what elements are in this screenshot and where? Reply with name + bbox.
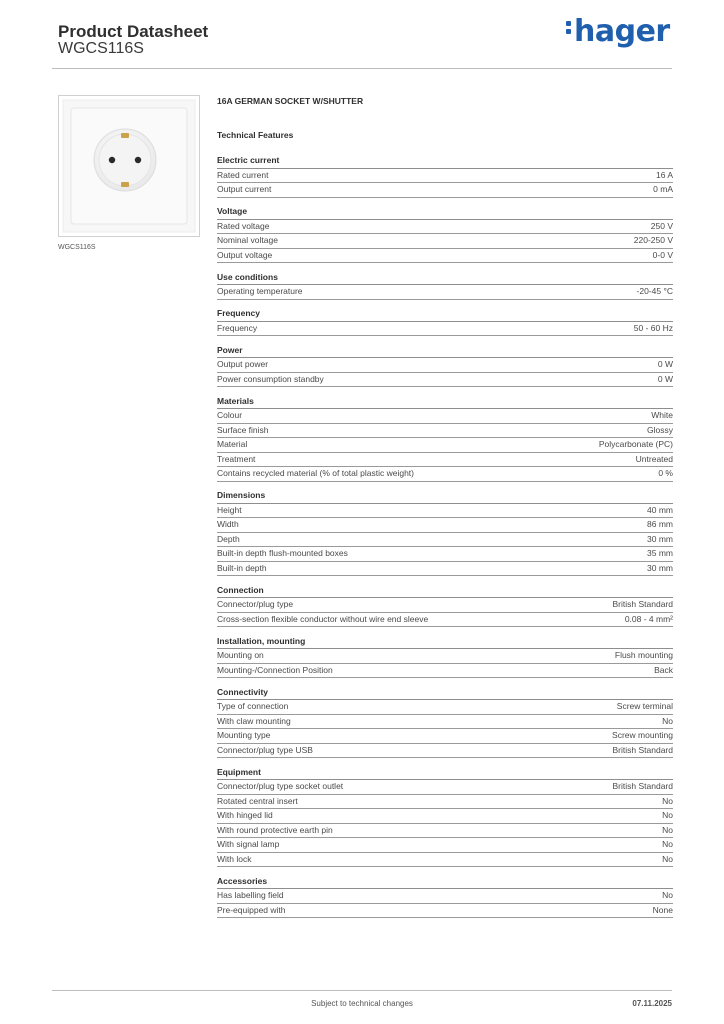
- spec-value: 30 mm: [647, 562, 673, 573]
- footer-note: Subject to technical changes: [311, 999, 413, 1008]
- spec-value: 0.08 - 4 mm²: [624, 613, 673, 624]
- spec-row: [217, 467, 673, 482]
- spec-row: [217, 547, 673, 562]
- spec-value: 35 mm: [647, 548, 673, 558]
- spec-row: [217, 729, 673, 744]
- spec-label: Power consumption standby: [217, 373, 324, 384]
- spec-value: British Standard: [612, 781, 673, 791]
- footer-divider: [52, 990, 672, 991]
- spec-value: British Standard: [612, 744, 673, 755]
- spec-value: No: [662, 839, 673, 849]
- spec-label: Connector/plug type socket outlet: [217, 781, 344, 791]
- logo-wordmark: hager: [574, 14, 670, 49]
- spec-value: 0 W: [657, 373, 673, 384]
- spec-label: Rated current: [217, 169, 269, 180]
- hager-logo: [566, 14, 670, 49]
- spec-value: -20-45 °C: [636, 286, 673, 296]
- spec-value: Screw mounting: [612, 730, 673, 740]
- spec-label: Pre-equipped with: [217, 904, 286, 915]
- spec-row: [217, 438, 673, 453]
- product-name: 16A GERMAN SOCKET W/SHUTTER: [217, 96, 364, 106]
- spec-label: Output power: [217, 359, 269, 369]
- spec-row: [217, 322, 673, 337]
- spec-label: Colour: [217, 410, 243, 420]
- section-title: Power: [217, 344, 243, 355]
- spec-row: [217, 744, 673, 759]
- spec-row: [217, 795, 673, 810]
- spec-label: Surface finish: [217, 424, 269, 435]
- section-title: Connection: [217, 584, 264, 595]
- spec-value: Untreated: [635, 453, 673, 464]
- spec-value: 16 A: [655, 169, 673, 180]
- section-title: Dimensions: [217, 490, 266, 500]
- document-title: Product Datasheet: [58, 22, 209, 41]
- product-photo: [58, 95, 200, 237]
- section-title: Frequency: [217, 308, 260, 318]
- section-title: Connectivity: [217, 686, 269, 697]
- spec-row: [217, 889, 673, 904]
- spec-row: [217, 562, 673, 577]
- spec-label: With lock: [217, 853, 252, 864]
- spec-label: Depth: [217, 533, 240, 544]
- footer-date: 07.11.2025: [632, 999, 672, 1008]
- spec-label: Height: [217, 504, 242, 515]
- spec-label: Connector/plug type USB: [217, 744, 313, 755]
- spec-label: Contains recycled material (% of total plastic weight): [217, 468, 414, 478]
- spec-row: [217, 809, 673, 824]
- spec-row: [217, 183, 673, 198]
- section-title: Use conditions: [217, 271, 278, 282]
- spec-row: [217, 518, 673, 533]
- spec-value: 40 mm: [647, 504, 673, 515]
- spec-sections: [217, 156, 673, 918]
- spec-row: [217, 533, 673, 548]
- photo-caption: WGCS116S: [58, 244, 96, 251]
- spec-row: [217, 824, 673, 839]
- spec-row: [217, 249, 673, 264]
- spec-label: Connector/plug type: [217, 599, 294, 609]
- spec-label: With round protective earth pin: [217, 824, 333, 835]
- spec-row: [217, 715, 673, 730]
- spec-row: [217, 358, 673, 373]
- spec-row: [217, 424, 673, 439]
- spec-row: [217, 169, 673, 184]
- spec-value: 250 V: [650, 220, 673, 231]
- spec-label: Rated voltage: [217, 220, 270, 231]
- spec-row: [217, 453, 673, 468]
- spec-row: [217, 220, 673, 235]
- spec-row: [217, 285, 673, 300]
- spec-row: [217, 504, 673, 519]
- spec-row: [217, 838, 673, 853]
- spec-value: Glossy: [647, 424, 673, 435]
- section-title: Materials: [217, 395, 254, 406]
- spec-value: Polycarbonate (PC): [598, 439, 673, 449]
- section-title: Electric current: [217, 155, 280, 165]
- spec-value: 50 - 60 Hz: [633, 322, 673, 333]
- spec-value: 0 %: [658, 468, 673, 478]
- technical-features-heading: Technical Features: [217, 130, 294, 140]
- spec-label: With signal lamp: [217, 839, 280, 849]
- spec-value: No: [662, 853, 673, 864]
- spec-value: British Standard: [612, 599, 673, 609]
- header-divider: [52, 68, 672, 69]
- section-title: Accessories: [217, 875, 268, 886]
- spec-label: Frequency: [217, 322, 258, 333]
- spec-label: Built-in depth flush-mounted boxes: [217, 548, 348, 558]
- socket-image: [59, 96, 199, 236]
- spec-label: Nominal voltage: [217, 235, 278, 245]
- spec-label: Material: [217, 439, 248, 449]
- spec-label: Has labelling field: [217, 890, 284, 900]
- spec-value: White: [651, 410, 673, 420]
- spec-value: 30 mm: [647, 533, 673, 544]
- spec-value: 86 mm: [647, 519, 673, 529]
- spec-label: Rotated central insert: [217, 795, 298, 806]
- spec-label: Width: [217, 519, 239, 529]
- spec-value: 0 mA: [653, 184, 673, 194]
- section-title: Installation, mounting: [217, 635, 306, 646]
- spec-row: [217, 853, 673, 868]
- spec-label: Output voltage: [217, 249, 273, 260]
- spec-row: [217, 700, 673, 715]
- logo-mark-icon: [566, 18, 572, 37]
- spec-row: [217, 598, 673, 613]
- spec-value: None: [652, 904, 673, 915]
- spec-value: No: [662, 715, 673, 726]
- spec-value: No: [662, 810, 673, 820]
- spec-value: Back: [654, 664, 673, 675]
- spec-label: Mounting on: [217, 650, 264, 660]
- spec-label: Type of connection: [217, 701, 289, 711]
- spec-label: Built-in depth: [217, 562, 267, 573]
- spec-row: [217, 780, 673, 795]
- spec-label: Treatment: [217, 453, 256, 464]
- spec-value: 220-250 V: [633, 235, 673, 245]
- spec-value: 0 W: [657, 359, 673, 369]
- spec-label: Operating temperature: [217, 286, 303, 296]
- spec-value: No: [662, 890, 673, 900]
- spec-label: Output current: [217, 184, 272, 194]
- spec-row: [217, 409, 673, 424]
- spec-value: Screw terminal: [616, 701, 673, 711]
- spec-value: No: [662, 824, 673, 835]
- section-title: Equipment: [217, 766, 261, 777]
- section-title: Voltage: [217, 206, 248, 216]
- spec-label: Mounting type: [217, 730, 271, 740]
- spec-row: [217, 649, 673, 664]
- spec-label: With hinged lid: [217, 810, 273, 820]
- spec-row: [217, 664, 673, 679]
- spec-label: Mounting-/Connection Position: [217, 664, 333, 675]
- spec-label: Cross-section flexible conductor without wire end sleeve: [217, 613, 429, 624]
- spec-value: Flush mounting: [614, 650, 673, 660]
- spec-value: 0-0 V: [652, 249, 673, 260]
- spec-row: [217, 373, 673, 388]
- spec-row: [217, 613, 673, 628]
- document-product-code: WGCS116S: [58, 40, 144, 57]
- spec-row: [217, 904, 673, 919]
- spec-content: [217, 96, 673, 918]
- spec-value: No: [662, 795, 673, 806]
- spec-label: With claw mounting: [217, 715, 291, 726]
- spec-row: [217, 234, 673, 249]
